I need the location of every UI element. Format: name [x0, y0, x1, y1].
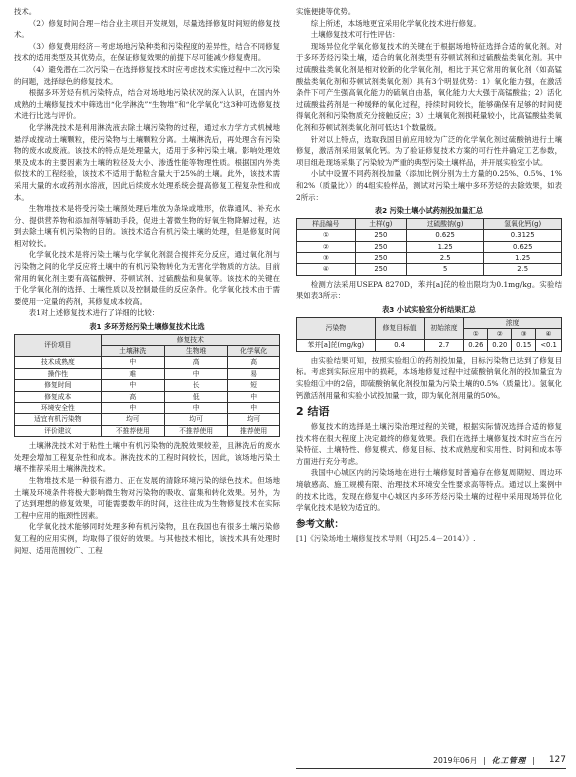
table2-cell: 250 [355, 230, 406, 241]
paragraph: 现场异位化学氧化修复技术的关键在于根据场地特征选择合适的氧化剂。对于多环芳烃污染土壤，适合的氧化剂类型有芬顿试剂和过硫酸盐类氧化剂。其中过硫酸盐类氧化剂是相对较新的化学氧化剂，相比于其它常用的氧化剂（如高锰酸盐类氧化剂和芬顿试剂类氧化剂）具有3个明显优势：1）氧化能力强，在激活条件下可产生强高氧化能力的硫氧自由基，氧化能力大大强于高锰酸盐；2）活化过硫酸盐药剂是一种缓释的氧化过程，持续时间较长，能够确保有足够的时间使得氧化剂和污染物质充分接触反应；3）土壤氧化剂损耗量较小，比高锰酸盐类氧化剂和芬顿试剂类氧化剂可低达1个数量级。 [296, 41, 562, 132]
paragraph: 实施便捷等优势。 [296, 7, 356, 16]
table1-row-label: 技术成熟度 [15, 357, 102, 368]
table-row [15, 357, 280, 368]
table-row [15, 414, 280, 425]
table1-cell: 不推荐使用 [164, 425, 227, 436]
table3-subheader: ③ [512, 328, 536, 339]
table-row [297, 252, 562, 263]
paragraph: 化学氧化技术能够同时处理多种有机污染物，且在我国也有很多土壤污染修复工程的应用实例，均取得了很好的效果。与其他技术相比，该技术具有处理时间短、适用范围较广、工程 [14, 522, 280, 555]
left-column [14, 6, 280, 556]
table1-tech-name: 化学氧化 [228, 346, 280, 357]
paragraph: 生物堆技术是将受污染土壤预处理后堆放为条垛或堆形，依靠通风、补充水分、提供营养物和添加剂等辅助手段，促进土著微生物的好氧生物降解过程，达到去除土壤有机污染物的目的。该技术适合有机污染土壤的处理，但是修复时间相对较长。 [14, 204, 280, 248]
journal-name: 化工管理 [491, 755, 527, 765]
paragraph: 针对以上特点，选取我国目前应用较为广泛的化学氧化剂过硫酸钠进行土壤修复，激活剂采用氢氧化钙。为了验证修复技术方案的可行性并确定工艺参数，项目组赴现场采集了污染较为严重的典型污染土壤样品，并开展实验室小试。 [296, 134, 562, 167]
table2-cell: 1.25 [406, 241, 484, 252]
table1-row-label: 修复时间 [15, 380, 102, 391]
table3-cell: 苯并[a]芘(mg/kg) [297, 340, 376, 351]
table1-cell: 不推荐使用 [101, 425, 164, 436]
paragraph: 检测方法采用USEPA 8270D，苯并[a]芘的检出限均为0.1mg/kg。实验结果如表3所示： [296, 279, 562, 301]
table1-tech-name: 生物堆 [164, 346, 227, 357]
table-row [15, 380, 280, 391]
paragraph: 生物堆技术是一种很有潜力、正在发展的清除环境污染的绿色技术。但场地土壤及环境条件将极大影响微生物对污染物的吸收、富集和转化效果。另外，为了达到理想的修复效果，可能需要数年的时间，这往往成为生物修复技术在实际工程中应用的瓶颈性因素。 [14, 476, 280, 520]
table2-cell: 0.625 [406, 230, 484, 241]
table3-header: 修复目标值 [375, 317, 424, 340]
table1-tech-name: 土壤淋洗 [101, 346, 164, 357]
footer-separator: | [532, 755, 535, 765]
table2-header: 氢氧化钙(g) [484, 218, 562, 229]
table2-cell: 250 [355, 264, 406, 275]
table-row [297, 340, 562, 351]
table3-cell: 0.15 [512, 340, 536, 351]
footer-separator: | [483, 755, 486, 765]
table-row [15, 368, 280, 379]
table1-caption: 表1 多环芳烃污染土壤修复技术比选 [89, 322, 205, 332]
paragraph: （2）修复时间合理－结合业主项目开发规划，尽量选择修复时间短的修复技术。 [14, 18, 280, 40]
table1-cell: 高 [101, 391, 164, 402]
paragraph: 由实验结果可知，按照实验组①的药剂投加量，目标污染物已达到了修复目标。考虑到实际应用中的损耗，本场地修复过程中过硫酸钠氧化剂的投加量宜为实验组①中的2倍，即硫酸钠氧化剂投加量为污染土壤的0.5%（质量比）。氢氧化钙激活剂用量和实验小试投加量一致，即为氧化剂用量的50%。 [296, 355, 562, 400]
paragraph: （3）修复费用经济－考虑场地污染种类和污染程度的差异性，结合不同修复技术的适用类型及其优势点，在保证修复效果的前提下尽可能减少修复费用。 [14, 41, 280, 63]
paragraph: 技术。 [14, 7, 37, 16]
table1-cell: 易 [228, 368, 280, 379]
table3-header: 初始浓度 [424, 317, 464, 340]
table2-cell: 0.3125 [484, 230, 562, 241]
table1-row-label: 适宜有机污染物 [15, 414, 102, 425]
table2-cell: 1.25 [484, 252, 562, 263]
table1-cell: 难 [101, 368, 164, 379]
table-row [297, 264, 562, 275]
table2-cell: 5 [406, 264, 484, 275]
table2 [296, 218, 562, 276]
table1-cell: 中 [101, 403, 164, 414]
table1-cell: 推荐使用 [228, 425, 280, 436]
table2-cell: 0.625 [484, 241, 562, 252]
table3-cell: 0.26 [464, 340, 488, 351]
table3-subheader: ① [464, 328, 488, 339]
table3 [296, 317, 562, 352]
table-row [15, 425, 280, 436]
paragraph: 化学淋洗技术是利用淋洗液去除土壤污染物的过程，通过水力学方式机械地悬浮或搅动土壤颗粒，使污染物与土壤颗粒分离。土壤淋洗后，再处理含有污染物的废水或废液。该技术的特点是处理量大，适用于多种污染土壤。影响处理效果及成本的主要因素为土壤的粒径及大小、渗透性能等物理性质。根据国内外类似技术的工程经验，该技术不适用于黏粒含量大于25%的土壤。此外，该技术需采用大量的水或药剂水溶液，因此后续废水处理系统会提高修复工程复杂性和成本。 [14, 122, 280, 202]
table2-cell: ② [297, 241, 356, 252]
table-row [297, 230, 562, 241]
paragraph: 综上所述，本场地更宜采用化学氧化技术进行修复。 [310, 18, 481, 28]
table1-header-group: 修复技术 [101, 334, 279, 345]
table1-cell: 长 [164, 380, 227, 391]
paragraph: 修复技术的选择是土壤污染治理过程的关键，根据实际情况选择合适的修复技术将在很大程度上决定最终的修复效果。我们在选择土壤修复技术时应当在污染特征、土壤特性、修复模式、修复目标、技术成熟度和实用性、时间和成本等方面进行充分考虑。 [296, 422, 562, 466]
table3-header: 浓度 [464, 317, 562, 328]
table1-cell: 高 [164, 357, 227, 368]
right-column [296, 6, 562, 544]
table1-row-label: 评价建议 [15, 425, 102, 436]
table2-header: 土样(g) [355, 218, 406, 229]
page-footer [296, 752, 566, 768]
table2-cell: ③ [297, 252, 356, 263]
table2-cell: 250 [355, 252, 406, 263]
table1-header-item: 评价项目 [15, 334, 102, 357]
table1-cell: 高 [228, 357, 280, 368]
table2-cell: ④ [297, 264, 356, 275]
table1-cell: 均可 [101, 414, 164, 425]
table-row [15, 391, 280, 402]
table1-cell: 中 [164, 403, 227, 414]
paragraph: 土壤淋洗技术对于粘性土壤中有机污染物的洗脱效果较差，且淋洗后的废水处理会增加工程复杂性和成本。淋洗技术的工程时间较长，因此，该场地污染土壤不推荐采用土壤淋洗技术。 [14, 441, 280, 474]
table1-cell: 低 [164, 391, 227, 402]
table3-subheader: ② [488, 328, 512, 339]
reference-item: [1]《污染场地土壤修复技术导则（HJ25.4－2014）》. [296, 533, 476, 543]
paragraph: 我国中心城区内的污染场地在进行土壤修复时普遍存在修复周期短、周边环境敏感高、施工规模有限、治理技术环境安全性要求高等特点。通过以上案例中的技术比选，发现在修复中心城区内多环芳烃污染土壤的过程中采用现场异位化学氧化技术是较为适宜的。 [296, 468, 562, 513]
paragraph: 小试中设置不同药剂投加量（添加比例分别为土方量的0.25%、0.5%、1%和2%（质量比））的4组实验样品，测试对污染土壤中多环芳烃的去除效果，如表2所示： [296, 169, 562, 202]
table3-cell: 0.4 [375, 340, 424, 351]
paragraph: 表1对上述修复技术进行了详细的比较： [28, 308, 160, 318]
table1-cell: 短 [228, 380, 280, 391]
table3-cell: 2.7 [424, 340, 464, 351]
section-heading: 2 结语 [296, 405, 330, 419]
table1-row-label: 操作性 [15, 368, 102, 379]
table2-header: 过硫酸钠(g) [406, 218, 484, 229]
table1-cell: 中 [101, 380, 164, 391]
table3-cell: <0.1 [536, 340, 562, 351]
paragraph: 根据多环芳烃有机污染特点，结合对场地地污染状况的深入认识，在国内外成熟的土壤修复技术中筛选出“化学淋洗”“生物堆”和“化学氧化”这3种可选修复技术进行比选与评价。 [14, 88, 280, 121]
table1-cell: 均可 [164, 414, 227, 425]
footer-rule [296, 768, 566, 769]
table2-cell: 2.5 [484, 264, 562, 275]
paragraph: 化学氧化技术是将污染土壤与化学氧化剂混合搅拌充分反应，通过氧化剂与污染物之间的化学反应将土壤中的有机污染物转化为无害化学物质的方法。目前常用的氧化剂主要有高锰酸钾、芬顿试剂、过硫酸盐和臭氧等。该技术的关键在于化学氧化剂的选择、土壤性质以及控制最佳的反应条件。化学氧化技术由于需要使用一定量的药剂，其修复成本较高。 [14, 250, 280, 306]
table1-cell: 中 [228, 403, 280, 414]
page-number: 127 [548, 755, 566, 765]
table2-cell: ① [297, 230, 356, 241]
table1-cell: 中 [164, 368, 227, 379]
footer-date: 2019年06月 [433, 755, 478, 765]
table1-row-label: 修复成本 [15, 391, 102, 402]
table1-cell: 中 [228, 391, 280, 402]
table1-cell: 均可 [228, 414, 280, 425]
table3-cell: 0.20 [488, 340, 512, 351]
subheading: 土壤修复技术可行性评估： [310, 30, 400, 40]
table2-cell: 250 [355, 241, 406, 252]
table2-header: 样品编号 [297, 218, 356, 229]
paragraph: （4）避免潜在二次污染－在选择修复技术时应考虑技术实施过程中二次污染的问题，选择绿色的修复技术。 [14, 64, 280, 86]
table3-header: 污染物 [297, 317, 376, 340]
table1-cell: 中 [101, 357, 164, 368]
table1 [14, 334, 280, 438]
table-row [15, 403, 280, 414]
table2-caption: 表2 污染土壤小试药剂投加量汇总 [374, 206, 484, 216]
table3-caption: 表3 小试实验室分析结果汇总 [382, 304, 476, 314]
references-heading: 参考文献： [296, 518, 344, 530]
table1-row-label: 环境安全性 [15, 403, 102, 414]
table3-subheader: ④ [536, 328, 562, 339]
table2-cell: 2.5 [406, 252, 484, 263]
table-row [297, 241, 562, 252]
